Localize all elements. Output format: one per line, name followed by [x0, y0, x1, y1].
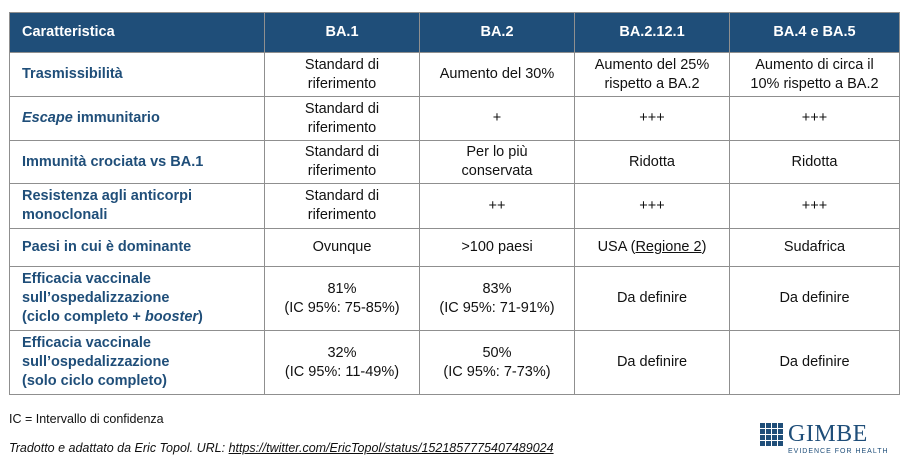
gimbe-logo — [760, 420, 900, 460]
cell-ba2: 50% (IC 95%: 7-73%) — [420, 331, 575, 395]
table-row — [10, 229, 900, 267]
cell-ba4-ba5: Sudafrica — [730, 229, 900, 267]
footnote: IC = Intervallo di confidenza — [9, 412, 164, 426]
table-row — [10, 331, 900, 395]
header-ba1: BA.1 — [265, 13, 420, 53]
logo-tagline: EVIDENCE FOR HEALTH — [788, 448, 889, 455]
cell-ba4-ba5: Da definire — [730, 267, 900, 331]
cell-ba2: >100 paesi — [420, 229, 575, 267]
cell-ba1: 32% (IC 95%: 11-49%) — [265, 331, 420, 395]
row-label: Resistenza agli anticorpi monoclonali — [10, 184, 265, 229]
cell-ba1: Standard di riferimento — [265, 97, 420, 141]
logo-grid-icon — [760, 423, 784, 447]
logo-name: GIMBE — [788, 421, 868, 447]
cell-ba2: ++ — [420, 184, 575, 229]
header-ba4-ba5: BA.4 e BA.5 — [730, 13, 900, 53]
cell-ba2: Per lo più conservata — [420, 141, 575, 184]
cell-ba2: 83% (IC 95%: 71-91%) — [420, 267, 575, 331]
cell-ba2-12-1: Aumento del 25% rispetto a BA.2 — [575, 53, 730, 97]
table-header-row — [10, 13, 900, 53]
cell-ba1: Ovunque — [265, 229, 420, 267]
cell-ba1: Standard di riferimento — [265, 53, 420, 97]
header-caratteristica: Caratteristica — [10, 13, 265, 53]
header-ba2: BA.2 — [420, 13, 575, 53]
row-label: Trasmissibilità — [10, 53, 265, 97]
cell-ba2: Aumento del 30% — [420, 53, 575, 97]
source-url-link[interactable]: https://twitter.com/EricTopol/status/1521857775407489024 — [228, 441, 554, 455]
cell-ba2-12-1: Ridotta — [575, 141, 730, 184]
source-line: Tradotto e adattato da Eric Topol. URL: https://twitter.com/EricTopol/status/1521857775407489024 — [9, 441, 554, 455]
cell-ba2-12-1: Da definire — [575, 267, 730, 331]
table-row — [10, 141, 900, 184]
row-label: Efficacia vaccinale sull’ospedalizzazione (solo ciclo completo) — [10, 331, 265, 395]
row-label: Immunità crociata vs BA.1 — [10, 141, 265, 184]
cell-ba2: + — [420, 97, 575, 141]
header-ba2-12-1: BA.2.12.1 — [575, 13, 730, 53]
cell-ba1: Standard di riferimento — [265, 141, 420, 184]
cell-ba2-12-1: USA (Regione 2) — [575, 229, 730, 267]
variants-comparison-table — [9, 12, 900, 395]
row-label: Paesi in cui è dominante — [10, 229, 265, 267]
table-row — [10, 184, 900, 229]
table-row — [10, 267, 900, 331]
cell-ba4-ba5: Aumento di circa il 10% rispetto a BA.2 — [730, 53, 900, 97]
cell-ba2-12-1: +++ — [575, 97, 730, 141]
row-label: Efficacia vaccinale sull’ospedalizzazione (ciclo completo + booster) — [10, 267, 265, 331]
cell-ba4-ba5: Da definire — [730, 331, 900, 395]
regione-2-link[interactable]: Regione 2 — [635, 239, 702, 255]
cell-ba2-12-1: +++ — [575, 184, 730, 229]
cell-ba4-ba5: +++ — [730, 184, 900, 229]
table-row — [10, 53, 900, 97]
cell-ba1: 81% (IC 95%: 75-85%) — [265, 267, 420, 331]
cell-ba4-ba5: +++ — [730, 97, 900, 141]
cell-ba2-12-1: Da definire — [575, 331, 730, 395]
cell-ba4-ba5: Ridotta — [730, 141, 900, 184]
cell-ba1: Standard di riferimento — [265, 184, 420, 229]
row-label: Escape immunitario — [10, 97, 265, 141]
table-row — [10, 97, 900, 141]
